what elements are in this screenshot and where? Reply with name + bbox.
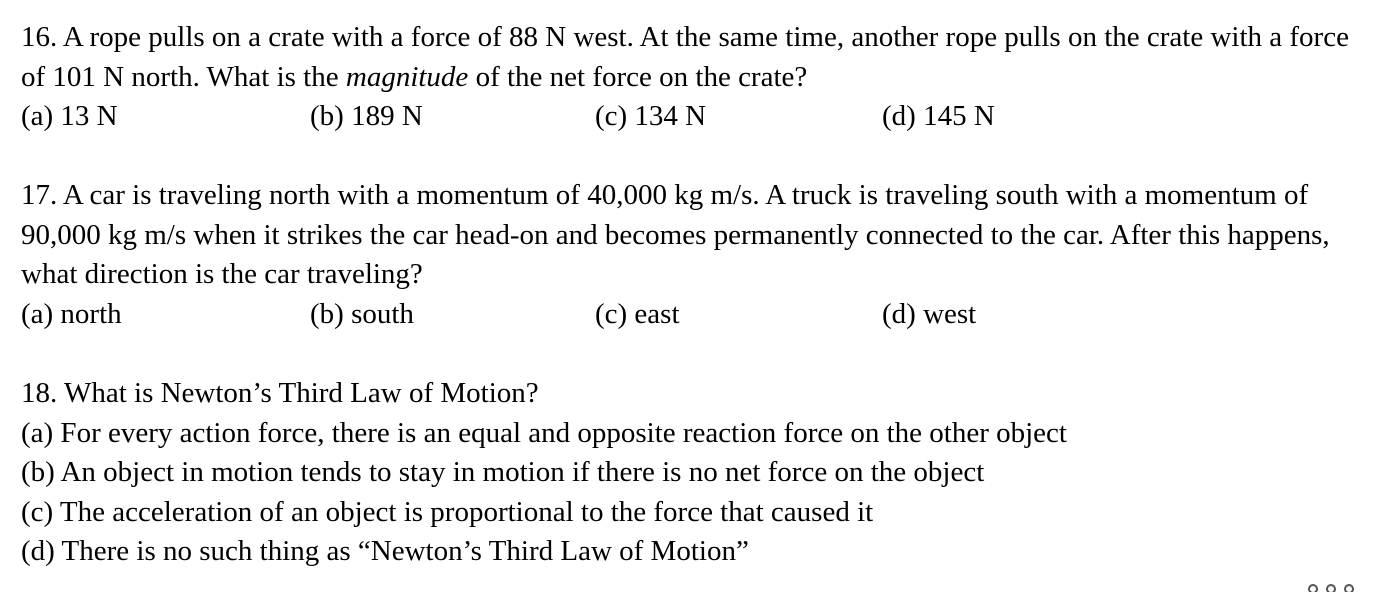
cropped-glyph-mark — [1326, 584, 1336, 592]
question-16-stem-start: 16. A rope pulls on a crate with a force of 88 N west. At the same time, another rope pulls on the crate with a force of 101 N north. What is the — [21, 21, 1349, 93]
question-18 — [21, 374, 1356, 572]
question-16-choice-c: (c) 134 N — [595, 100, 707, 132]
question-18-choices — [21, 414, 1356, 572]
question-17-choice-c: (c) east — [595, 297, 680, 330]
question-17-choices — [21, 295, 1356, 335]
question-16-choices — [21, 97, 1356, 137]
question-17-stem: 17. A car is traveling north with a momentum of 40,000 kg m/s. A truck is traveling south with a momentum of 90,000 kg m/s when it strikes the car head-on and becomes permanently connected to the car. After this happens, what direction is the car traveling? — [21, 179, 1330, 290]
cropped-glyph-mark — [1344, 584, 1354, 592]
question-16-choice-a: (a) 13 N — [21, 100, 118, 132]
question-16-stem-end: of the net force on the crate? — [468, 60, 808, 93]
question-17-choice-d: (d) west — [882, 297, 977, 330]
cropped-glyph-mark — [1308, 584, 1318, 592]
question-17-choice-b: (b) south — [310, 297, 414, 330]
question-16 — [21, 18, 1356, 137]
question-18-choice-d: (d) There is no such thing as “Newton’s Third Law of Motion” — [21, 535, 749, 567]
question-16-choice-b: (b) 189 N — [310, 100, 423, 132]
question-16-emphasis: magnitude — [345, 60, 469, 93]
question-18-choice-b: (b) An object in motion tends to stay in motion if there is no net force on the object — [21, 456, 985, 488]
question-17 — [21, 176, 1356, 334]
question-18-stem: 18. What is Newton’s Third Law of Motion? — [21, 377, 539, 409]
question-16-stem — [21, 18, 1356, 97]
question-18-choice-c: (c) The acceleration of an object is proportional to the force that caused it — [21, 495, 874, 528]
question-16-choice-d: (d) 145 N — [882, 100, 995, 132]
question-18-choice-a: (a) For every action force, there is an equal and opposite reaction force on the other object — [21, 416, 1067, 449]
cropped-page-footer-marks — [1290, 584, 1370, 592]
question-17-choice-a: (a) north — [21, 297, 122, 330]
